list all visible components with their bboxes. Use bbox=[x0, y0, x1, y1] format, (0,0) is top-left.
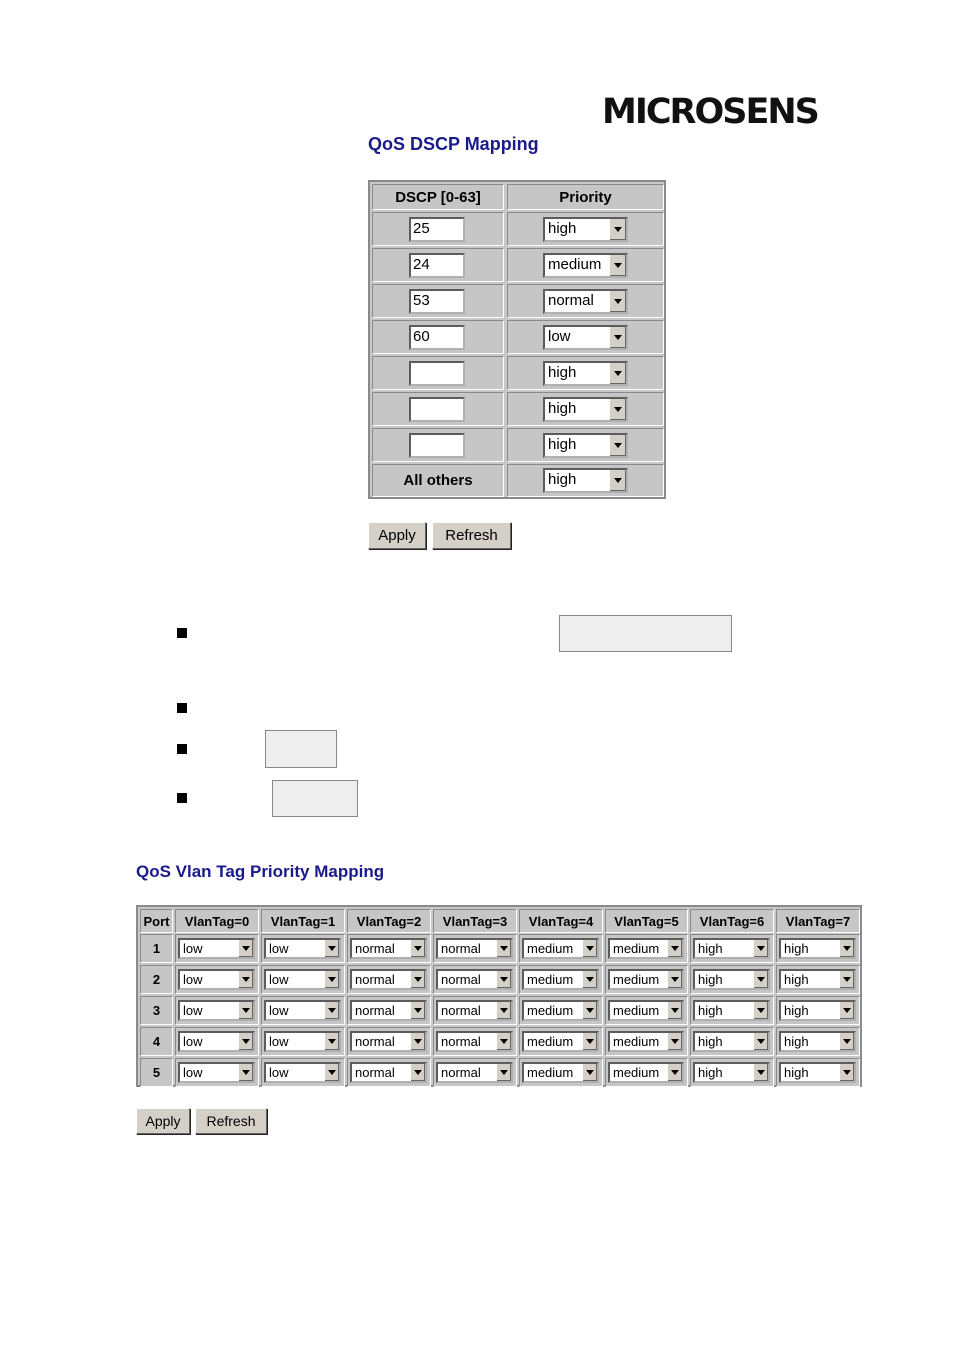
chevron-down-icon[interactable] bbox=[496, 971, 511, 988]
select-value: medium bbox=[527, 1034, 574, 1049]
vlan-priority-select[interactable] bbox=[693, 1031, 770, 1052]
select-value: low bbox=[269, 1003, 289, 1018]
select-value: high bbox=[784, 1003, 809, 1018]
dscp-value-input[interactable] bbox=[409, 433, 465, 458]
vlan-priority-select[interactable] bbox=[350, 1031, 427, 1052]
port-column-header: Port bbox=[140, 909, 173, 933]
chevron-down-icon[interactable] bbox=[667, 1033, 682, 1050]
select-value: high bbox=[698, 1034, 723, 1049]
all-others-label: All others bbox=[372, 464, 504, 497]
vlan-priority-select[interactable] bbox=[608, 1062, 684, 1083]
priority-select[interactable] bbox=[543, 397, 628, 422]
vlan-priority-select[interactable] bbox=[608, 1000, 684, 1021]
select-value: low bbox=[183, 972, 203, 987]
vlan-priority-select[interactable] bbox=[693, 969, 770, 990]
vlantag-column-header: VlanTag=5 bbox=[605, 909, 688, 933]
select-value: high bbox=[698, 1065, 723, 1080]
all-others-priority-select[interactable] bbox=[543, 468, 628, 493]
dscp-value-input[interactable] bbox=[409, 361, 465, 386]
select-value: medium bbox=[527, 941, 574, 956]
select-value: low bbox=[548, 328, 571, 345]
bullet-marker bbox=[177, 703, 187, 713]
vlan-priority-select[interactable] bbox=[436, 1062, 513, 1083]
select-value: normal bbox=[355, 972, 395, 987]
port-number: 2 bbox=[140, 965, 173, 994]
priority-select[interactable] bbox=[543, 217, 628, 242]
chevron-down-icon[interactable] bbox=[609, 435, 626, 456]
chevron-down-icon[interactable] bbox=[496, 1002, 511, 1019]
vlan-priority-select[interactable] bbox=[779, 938, 856, 959]
chevron-down-icon[interactable] bbox=[410, 1064, 425, 1081]
blank-apply-button-placeholder bbox=[265, 730, 337, 768]
select-value: medium bbox=[548, 256, 602, 273]
select-value: medium bbox=[527, 1003, 574, 1018]
dscp-column-header: DSCP [0-63] bbox=[372, 184, 504, 210]
select-value: medium bbox=[613, 972, 660, 987]
vlantag-column-header: VlanTag=6 bbox=[690, 909, 774, 933]
vlan-priority-select[interactable] bbox=[693, 1062, 770, 1083]
chevron-down-icon[interactable] bbox=[496, 940, 511, 957]
chevron-down-icon[interactable] bbox=[324, 1002, 339, 1019]
vlan-priority-select[interactable] bbox=[264, 1031, 341, 1052]
vlan-priority-select[interactable] bbox=[608, 969, 684, 990]
vlan-priority-select[interactable] bbox=[608, 1031, 684, 1052]
chevron-down-icon[interactable] bbox=[582, 940, 597, 957]
chevron-down-icon[interactable] bbox=[753, 1033, 768, 1050]
vlan-priority-select[interactable] bbox=[178, 1031, 255, 1052]
chevron-down-icon[interactable] bbox=[753, 1064, 768, 1081]
vlan-priority-select[interactable] bbox=[350, 1000, 427, 1021]
blank-refresh-button-placeholder bbox=[272, 780, 358, 817]
bullet-marker bbox=[177, 628, 187, 638]
chevron-down-icon[interactable] bbox=[582, 1064, 597, 1081]
select-value: normal bbox=[355, 1003, 395, 1018]
chevron-down-icon[interactable] bbox=[667, 971, 682, 988]
priority-select[interactable] bbox=[543, 253, 628, 278]
select-value: high bbox=[548, 436, 577, 453]
port-number: 5 bbox=[140, 1058, 173, 1087]
select-value: high bbox=[548, 220, 577, 237]
vlan-apply-button[interactable]: Apply bbox=[136, 1108, 190, 1134]
select-value: normal bbox=[441, 1065, 481, 1080]
select-value: high bbox=[784, 1065, 809, 1080]
chevron-down-icon[interactable] bbox=[582, 971, 597, 988]
vlantag-column-header: VlanTag=0 bbox=[175, 909, 259, 933]
select-value: normal bbox=[355, 1065, 395, 1080]
chevron-down-icon[interactable] bbox=[667, 1002, 682, 1019]
chevron-down-icon[interactable] bbox=[667, 940, 682, 957]
vlan-priority-select[interactable] bbox=[436, 1031, 513, 1052]
vlantag-column-header: VlanTag=1 bbox=[261, 909, 345, 933]
chevron-down-icon[interactable] bbox=[753, 940, 768, 957]
chevron-down-icon[interactable] bbox=[609, 470, 626, 491]
chevron-down-icon[interactable] bbox=[238, 1064, 253, 1081]
select-value: low bbox=[269, 941, 289, 956]
select-value: normal bbox=[355, 941, 395, 956]
vlan-priority-select[interactable] bbox=[779, 1031, 856, 1052]
vlan-priority-select[interactable] bbox=[436, 969, 513, 990]
chevron-down-icon[interactable] bbox=[496, 1064, 511, 1081]
chevron-down-icon[interactable] bbox=[582, 1033, 597, 1050]
vlan-priority-select[interactable] bbox=[178, 938, 255, 959]
select-value: low bbox=[183, 1065, 203, 1080]
chevron-down-icon[interactable] bbox=[324, 1033, 339, 1050]
vlan-priority-mapping-table bbox=[136, 905, 862, 1087]
select-value: medium bbox=[613, 1034, 660, 1049]
vlan-priority-select[interactable] bbox=[608, 938, 684, 959]
select-value: low bbox=[269, 1034, 289, 1049]
priority-select[interactable] bbox=[543, 433, 628, 458]
vlan-priority-select[interactable] bbox=[264, 969, 341, 990]
vlan-priority-select[interactable] bbox=[436, 1000, 513, 1021]
vlan-priority-select[interactable] bbox=[264, 1062, 341, 1083]
select-value: high bbox=[784, 941, 809, 956]
dscp-value-input[interactable]: 60 bbox=[409, 325, 465, 350]
vlantag-column-header: VlanTag=7 bbox=[776, 909, 860, 933]
dscp-mapping-table bbox=[368, 180, 666, 499]
select-value: high bbox=[548, 400, 577, 417]
select-value: normal bbox=[441, 1034, 481, 1049]
dscp-refresh-button[interactable]: Refresh bbox=[432, 522, 511, 549]
select-value: high bbox=[784, 1034, 809, 1049]
vlan-priority-select[interactable] bbox=[522, 969, 599, 990]
chevron-down-icon[interactable] bbox=[238, 1002, 253, 1019]
vlan-priority-select[interactable] bbox=[264, 1000, 341, 1021]
vlantag-column-header: VlanTag=2 bbox=[347, 909, 431, 933]
select-value: normal bbox=[441, 1003, 481, 1018]
chevron-down-icon[interactable] bbox=[609, 399, 626, 420]
vlan-priority-select[interactable] bbox=[779, 1000, 856, 1021]
chevron-down-icon[interactable] bbox=[839, 1002, 854, 1019]
select-value: normal bbox=[548, 292, 594, 309]
vlan-priority-select[interactable] bbox=[522, 1000, 599, 1021]
chevron-down-icon[interactable] bbox=[753, 1002, 768, 1019]
vlantag-column-header: VlanTag=3 bbox=[433, 909, 517, 933]
chevron-down-icon[interactable] bbox=[609, 327, 626, 348]
select-value: medium bbox=[527, 1065, 574, 1080]
chevron-down-icon[interactable] bbox=[324, 971, 339, 988]
chevron-down-icon[interactable] bbox=[410, 1033, 425, 1050]
select-value: low bbox=[269, 972, 289, 987]
chevron-down-icon[interactable] bbox=[839, 1064, 854, 1081]
chevron-down-icon[interactable] bbox=[609, 291, 626, 312]
priority-select[interactable] bbox=[543, 289, 628, 314]
blank-button-placeholder bbox=[559, 615, 732, 652]
dscp-value-input[interactable]: 53 bbox=[409, 289, 465, 314]
chevron-down-icon[interactable] bbox=[238, 940, 253, 957]
dscp-value-input[interactable]: 25 bbox=[409, 217, 465, 242]
select-value: high bbox=[784, 972, 809, 987]
vlan-priority-select[interactable] bbox=[693, 1000, 770, 1021]
chevron-down-icon[interactable] bbox=[410, 1002, 425, 1019]
vlan-priority-select[interactable] bbox=[522, 1062, 599, 1083]
priority-select[interactable] bbox=[543, 361, 628, 386]
select-value: medium bbox=[527, 972, 574, 987]
port-number: 1 bbox=[140, 934, 173, 963]
chevron-down-icon[interactable] bbox=[609, 255, 626, 276]
chevron-down-icon[interactable] bbox=[410, 940, 425, 957]
chevron-down-icon[interactable] bbox=[324, 1064, 339, 1081]
chevron-down-icon[interactable] bbox=[582, 1002, 597, 1019]
vlan-refresh-button[interactable]: Refresh bbox=[195, 1108, 267, 1134]
priority-select[interactable] bbox=[543, 325, 628, 350]
vlan-priority-select[interactable] bbox=[693, 938, 770, 959]
dscp-apply-button[interactable]: Apply bbox=[368, 522, 426, 549]
bullet-marker bbox=[177, 793, 187, 803]
vlan-priority-select[interactable] bbox=[178, 1000, 255, 1021]
select-value: medium bbox=[613, 1003, 660, 1018]
chevron-down-icon[interactable] bbox=[667, 1064, 682, 1081]
port-number: 3 bbox=[140, 996, 173, 1025]
vlan-priority-select[interactable] bbox=[522, 938, 599, 959]
select-value: normal bbox=[441, 941, 481, 956]
chevron-down-icon[interactable] bbox=[839, 971, 854, 988]
select-value: high bbox=[698, 972, 723, 987]
dscp-value-input[interactable] bbox=[409, 397, 465, 422]
vlan-priority-select[interactable] bbox=[350, 938, 427, 959]
select-value: high bbox=[698, 941, 723, 956]
select-value: high bbox=[698, 1003, 723, 1018]
chevron-down-icon[interactable] bbox=[839, 1033, 854, 1050]
select-value: normal bbox=[355, 1034, 395, 1049]
select-value: low bbox=[183, 1003, 203, 1018]
dscp-value-input[interactable]: 24 bbox=[409, 253, 465, 278]
vlan-priority-select[interactable] bbox=[350, 1062, 427, 1083]
select-value: high bbox=[548, 471, 577, 488]
chevron-down-icon[interactable] bbox=[609, 363, 626, 384]
chevron-down-icon[interactable] bbox=[410, 971, 425, 988]
chevron-down-icon[interactable] bbox=[839, 940, 854, 957]
select-value: medium bbox=[613, 1065, 660, 1080]
port-number: 4 bbox=[140, 1027, 173, 1056]
chevron-down-icon[interactable] bbox=[609, 219, 626, 240]
chevron-down-icon[interactable] bbox=[324, 940, 339, 957]
bullet-marker bbox=[177, 744, 187, 754]
microsens-logo: MICROSENS bbox=[602, 92, 818, 132]
vlan-mapping-title: QoS Vlan Tag Priority Mapping bbox=[136, 862, 385, 881]
dscp-mapping-title: QoS DSCP Mapping bbox=[368, 134, 539, 154]
chevron-down-icon[interactable] bbox=[496, 1033, 511, 1050]
priority-column-header: Priority bbox=[507, 184, 664, 210]
select-value: normal bbox=[441, 972, 481, 987]
vlantag-column-header: VlanTag=4 bbox=[519, 909, 603, 933]
select-value: medium bbox=[613, 941, 660, 956]
chevron-down-icon[interactable] bbox=[238, 971, 253, 988]
select-value: high bbox=[548, 364, 577, 381]
select-value: low bbox=[269, 1065, 289, 1080]
select-value: low bbox=[183, 1034, 203, 1049]
vlan-priority-select[interactable] bbox=[178, 969, 255, 990]
vlan-priority-select[interactable] bbox=[436, 938, 513, 959]
vlan-priority-select[interactable] bbox=[264, 938, 341, 959]
vlan-priority-select[interactable] bbox=[522, 1031, 599, 1052]
select-value: low bbox=[183, 941, 203, 956]
chevron-down-icon[interactable] bbox=[238, 1033, 253, 1050]
vlan-priority-select[interactable] bbox=[350, 969, 427, 990]
chevron-down-icon[interactable] bbox=[753, 971, 768, 988]
vlan-priority-select[interactable] bbox=[779, 969, 856, 990]
vlan-priority-select[interactable] bbox=[779, 1062, 856, 1083]
vlan-priority-select[interactable] bbox=[178, 1062, 255, 1083]
